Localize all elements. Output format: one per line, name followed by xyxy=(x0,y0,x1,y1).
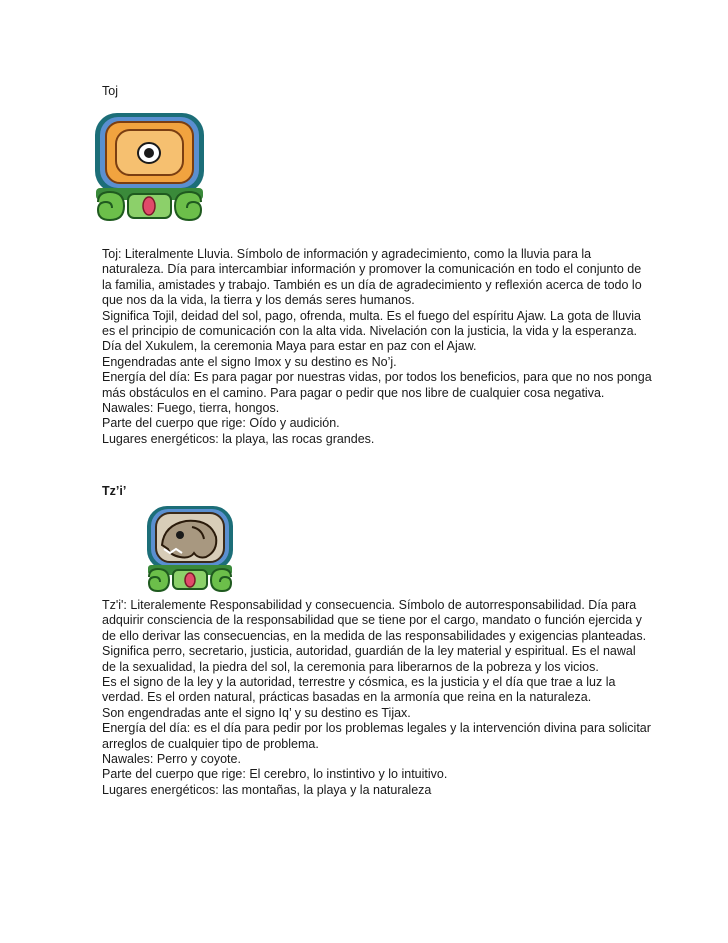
body-line: naturaleza. Día para intercambiar información y promover la comunicación en todo el conjunto de xyxy=(102,262,642,277)
body-line: verdad. Es el orden natural, prácticas basadas en la armonía que reina en la naturaleza. xyxy=(102,690,592,705)
body-line: Día del Xukulem, la ceremonia Maya para estar en paz con el Ajaw. xyxy=(102,339,477,354)
body-line: Parte del cuerpo que rige: El cerebro, lo instintivo y lo intuitivo. xyxy=(102,767,448,782)
section-title-tzi: Tz’i’ xyxy=(102,484,127,498)
body-line: la familia, amistades y trabajo. También es un día de agradecimiento y reflexión acerca de todo lo xyxy=(102,277,642,292)
body-line: Es el signo de la ley y la autoridad, terrestre y cósmica, es la justicia y el día que trae a luz la xyxy=(102,674,616,689)
body-line: Lugares energéticos: la playa, las rocas grandes. xyxy=(102,431,375,446)
body-line: que nos da la vida, la tierra y los demás seres humanos. xyxy=(102,293,415,308)
section-body-toj xyxy=(102,247,652,447)
toj-glyph-icon xyxy=(94,112,205,222)
body-line: Nawales: Perro y coyote. xyxy=(102,751,241,766)
body-line: Son engendradas ante el signo Iq’ y su destino es Tijax. xyxy=(102,705,411,720)
body-line: Tz'i': Literalemente Responsabilidad y consecuencia. Símbolo de autorresponsabilidad. Día para xyxy=(102,598,637,612)
body-line: más obstáculos en el camino. Para pagar o pedir que nos libre de cualquier cosa negativa. xyxy=(102,385,605,400)
body-line: Energía del día: es el día para pedir por los problemas legales y la intervención divina para solicitar xyxy=(102,721,651,736)
body-line: de ello derivar las consecuencias, en la medida de las responsabilidades y exigencias planteadas. xyxy=(102,628,647,643)
tzi-glyph-icon xyxy=(146,505,234,593)
body-line: Nawales: Fuego, tierra, hongos. xyxy=(102,400,280,415)
body-line: es el principio de comunicación con la alta vida. Nivelación con la justicia, la vida y la esperanza. xyxy=(102,323,638,338)
body-line: Energía del día: Es para pagar por nuestras vidas, por todos los beneficios, para que no nos ponga xyxy=(102,370,652,385)
section-title-toj: Toj xyxy=(102,84,118,98)
body-line: arreglos de cualquier tipo de problema. xyxy=(102,736,319,751)
body-line: Lugares energéticos: las montañas, la playa y la naturaleza xyxy=(102,782,432,797)
body-line: Significa Tojil, deidad del sol, pago, ofrenda, multa. Es el fuego del espíritu Ajaw. La gota de lluvia xyxy=(102,308,642,323)
body-line: de la sexualidad, la piedra del sol, la ceremonia para liberarnos de la pobreza y los vicios. xyxy=(102,659,599,674)
body-line: Toj: Literalmente Lluvia. Símbolo de información y agradecimiento, como la lluvia para la xyxy=(102,247,592,261)
section-body-tzi xyxy=(102,598,651,798)
body-line: adquirir consciencia de la responsabilidad que se tiene por el cargo, mandato o función ejercida y xyxy=(102,613,642,628)
body-line: Significa perro, secretario, justicia, autoridad, guardián de la ley material y espiritual. Es el nawal xyxy=(102,644,636,659)
body-line: Parte del cuerpo que rige: Oído y audición. xyxy=(102,416,340,431)
body-line: Engendradas ante el signo Imox y su destino es No’j. xyxy=(102,354,397,369)
